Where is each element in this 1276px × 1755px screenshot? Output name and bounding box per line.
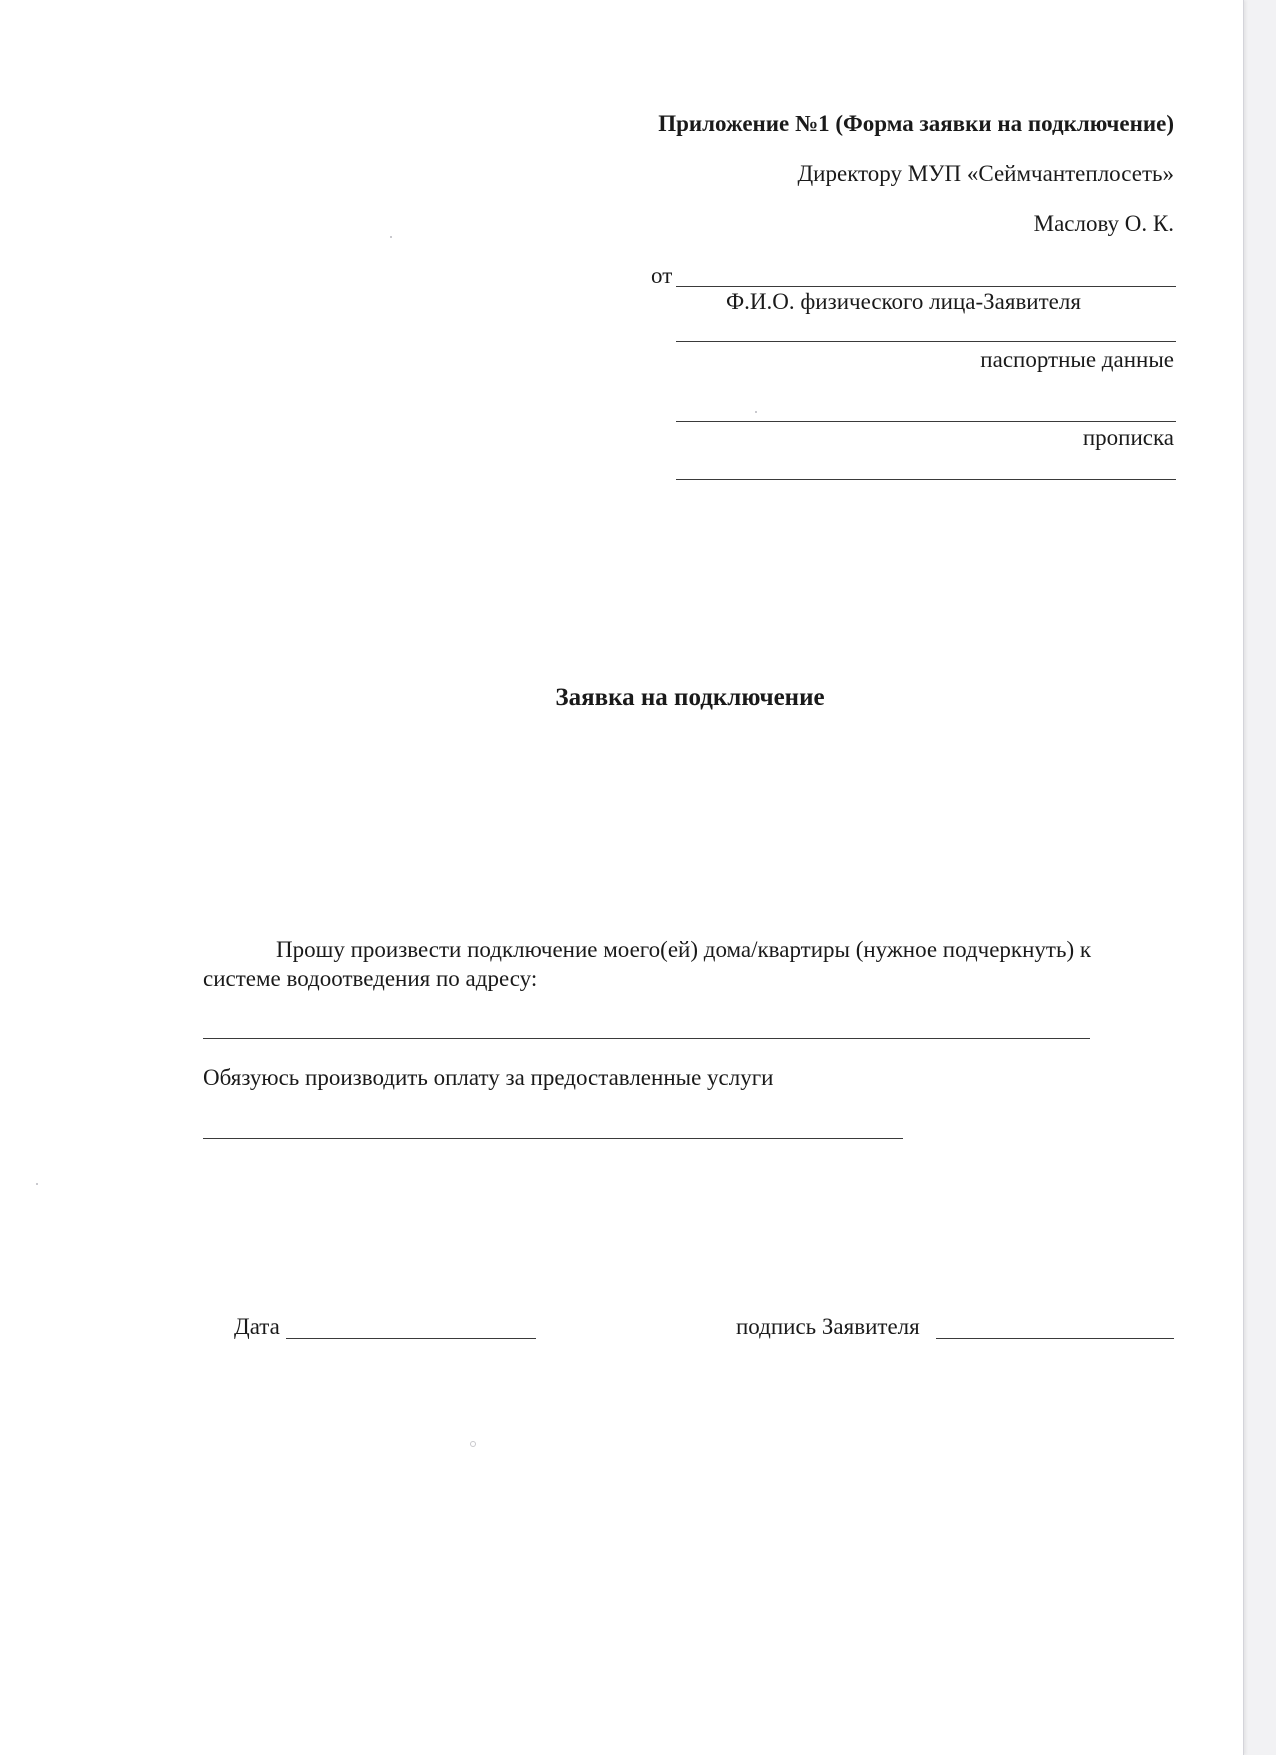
signature-field-line[interactable]	[936, 1338, 1174, 1339]
addressee-name: Маслову О. К.	[1033, 211, 1174, 236]
passport-caption: паспортные данные	[980, 347, 1174, 372]
fio-field-line[interactable]	[676, 286, 1176, 287]
obligation-signature-line[interactable]	[203, 1138, 903, 1139]
passport-field-line-2[interactable]	[676, 421, 1176, 422]
date-label: Дата	[234, 1314, 280, 1339]
form-title: Заявка на подключение	[555, 684, 825, 711]
scan-speck	[36, 1183, 38, 1185]
registration-caption: прописка	[1082, 425, 1174, 450]
scan-speck	[755, 411, 757, 413]
obligation-text: Обязуюсь производить оплату за предоставленные услуги	[203, 1065, 774, 1090]
scan-speck	[390, 236, 392, 238]
appendix-title: Приложение №1 (Форма заявки на подключение)	[658, 111, 1174, 136]
address-field-line[interactable]	[203, 1038, 1090, 1039]
passport-field-line[interactable]	[676, 341, 1176, 342]
addressee-position: Директору МУП «Сеймчантеплосеть»	[797, 161, 1174, 186]
from-label: от	[651, 263, 673, 288]
date-field-line[interactable]	[286, 1338, 536, 1339]
scan-speck	[470, 1441, 476, 1447]
request-text-line-2: системе водоотведения по адресу:	[203, 966, 538, 991]
registration-field-line[interactable]	[676, 479, 1176, 480]
fio-caption: Ф.И.О. физического лица-Заявителя	[726, 289, 1081, 314]
signature-label: подпись Заявителя	[736, 1314, 920, 1339]
request-text-line-1: Прошу произвести подключение моего(ей) дома/квартиры (нужное подчеркнуть) к	[276, 937, 1092, 962]
